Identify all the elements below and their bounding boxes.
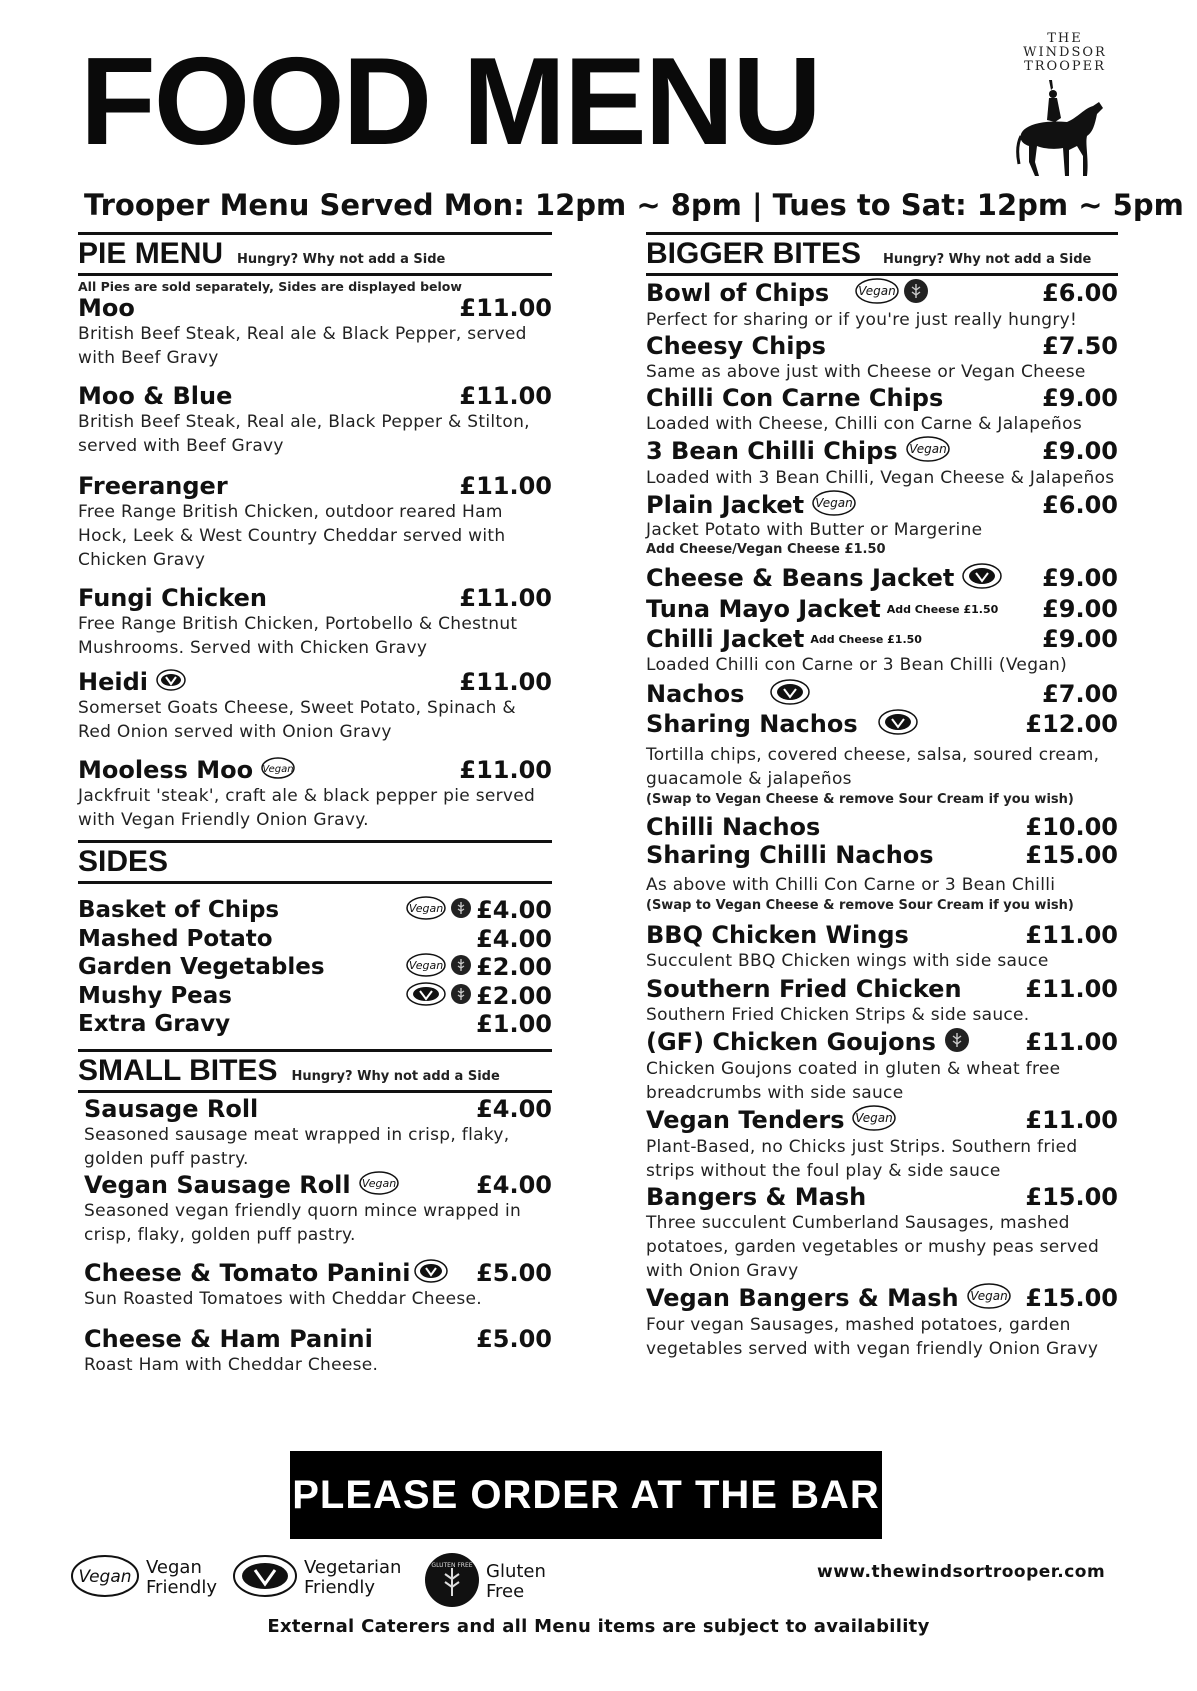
item-description: Succulent BBQ Chicken wings with side sauce <box>646 951 1049 971</box>
item-description: Seasoned vegan friendly quorn mince wrapped in crisp, flaky, golden puff pastry. <box>84 1200 522 1245</box>
vegan-badge-icon <box>906 436 950 466</box>
vegan-badge-icon <box>406 896 446 924</box>
side-price: £4.00 <box>476 896 552 925</box>
sides-title: SIDES <box>78 845 169 878</box>
legend-vegan-line1: Vegan <box>146 1557 202 1578</box>
legend-gluten-line2: Free <box>486 1581 525 1602</box>
legend-gluten-line1: Gluten <box>486 1561 546 1582</box>
vegan-badge-icon <box>406 953 446 981</box>
item-description: Roast Ham with Cheddar Cheese. <box>84 1354 379 1375</box>
item-name: Mooless Moo <box>78 756 254 784</box>
small-bites-title: SMALL BITES <box>78 1053 278 1087</box>
menu-item <box>646 1105 1118 1183</box>
item-name: Sausage Roll <box>84 1094 259 1123</box>
legend-vegetarian-line1: Vegetarian <box>304 1557 402 1578</box>
item-name: 3 Bean Chilli Chips <box>646 437 898 465</box>
item-price: £9.00 <box>1042 384 1118 412</box>
logo-line-1: THE <box>1047 31 1083 46</box>
item-addon: (Swap to Vegan Cheese & remove Sour Cream if you wish) <box>646 792 1074 807</box>
legend-vegan-line2: Friendly <box>146 1577 218 1598</box>
item-description: Southern Fried Chicken Strips & side sauce. <box>646 1005 1030 1025</box>
vegetarian-badge-icon <box>770 679 810 709</box>
side-price: £1.00 <box>476 1010 552 1039</box>
menu-item <box>646 921 1118 973</box>
right-column <box>646 232 1118 1361</box>
menu-item <box>646 384 1118 436</box>
svg-text:Vegan: Vegan <box>815 496 853 510</box>
menu-item <box>78 756 552 832</box>
menu-item <box>78 584 552 660</box>
item-name: Cheesy Chips <box>646 332 826 360</box>
legend-gluten-free <box>424 1552 546 1612</box>
availability-footer: External Caterers and all Menu items are subject to availability <box>267 1616 930 1637</box>
svg-text:Vegan: Vegan <box>855 1111 894 1125</box>
legend-vegetarian <box>232 1552 401 1604</box>
item-description: As above with Chilli Con Carne or 3 Bean Chilli <box>646 875 1056 895</box>
item-name: Moo & Blue <box>78 382 233 410</box>
pie-menu-header <box>78 232 552 276</box>
item-description: Chicken Goujons coated in gluten & wheat free breadcrumbs with side sauce <box>646 1059 1061 1103</box>
vegan-badge-icon <box>70 1552 140 1604</box>
menu-item <box>646 1283 1118 1361</box>
menu-item <box>84 1171 552 1247</box>
menu-item <box>84 1325 552 1377</box>
item-description: British Beef Steak, Real ale & Black Pepper, served with Beef Gravy <box>78 324 527 368</box>
item-price: £11.00 <box>1025 1106 1118 1134</box>
item-name: Heidi <box>78 668 148 696</box>
svg-text:Vegan: Vegan <box>262 764 294 775</box>
left-column <box>78 232 552 1377</box>
item-price: £10.00 <box>1025 813 1118 841</box>
legend-vegan <box>70 1552 217 1604</box>
item-name: Vegan Bangers & Mash <box>646 1284 959 1312</box>
item-description: Seasoned sausage meat wrapped in crisp, flaky, golden puff pastry. <box>84 1124 510 1169</box>
item-price: £6.00 <box>1042 491 1118 519</box>
item-price: £4.00 <box>476 1170 552 1199</box>
menu-item <box>78 668 552 744</box>
vegan-badge-icon <box>359 1171 399 1199</box>
vegan-badge-icon <box>855 278 899 308</box>
item-name: Chilli Nachos <box>646 813 821 841</box>
vegetarian-badge-icon <box>414 1259 448 1287</box>
menu-item <box>646 332 1118 384</box>
side-name: Extra Gravy <box>78 1011 231 1038</box>
small-bites-hint: Hungry? Why not add a Side <box>291 1068 500 1084</box>
gluten-free-badge-icon <box>450 897 472 923</box>
item-price: £5.00 <box>476 1324 552 1353</box>
item-price: £15.00 <box>1025 1183 1118 1211</box>
item-description: Free Range British Chicken, Portobello & Chestnut Mushrooms. Served with Chicken Gravy <box>78 614 518 658</box>
item-name: BBQ Chicken Wings <box>646 921 909 949</box>
gluten-free-badge-icon <box>424 1552 480 1612</box>
bigger-bites-title: BIGGER BITES <box>646 237 862 270</box>
logo-line-2: WINDSOR <box>1023 45 1107 60</box>
gluten-free-badge-icon <box>944 1027 970 1057</box>
sides-list <box>78 896 552 1039</box>
page-title: FOOD MENU <box>80 33 820 171</box>
side-price: £2.00 <box>476 953 552 982</box>
svg-text:Vegan: Vegan <box>408 959 444 973</box>
side-item <box>78 896 552 925</box>
item-price: £9.00 <box>1042 595 1118 623</box>
menu-item <box>646 841 1118 915</box>
item-description: Plant-Based, no Chicks just Strips. Southern fried strips without the foul play & side sauce <box>646 1137 1078 1181</box>
item-description: Somerset Goats Cheese, Sweet Potato, Spinach & Red Onion served with Onion Gravy <box>78 698 516 742</box>
item-price: £9.00 <box>1042 625 1118 653</box>
item-description: Jacket Potato with Butter or Margerine <box>646 520 983 540</box>
item-description: Jackfruit 'steak', craft ale & black pepper pie served with Vegan Friendly Onion Gravy. <box>78 786 536 830</box>
item-addon: (Swap to Vegan Cheese & remove Sour Cream if you wish) <box>646 898 1074 913</box>
item-price: £11.00 <box>459 756 552 784</box>
menu-item <box>646 813 1118 841</box>
item-price: £6.00 <box>1042 279 1118 307</box>
vegan-badge-icon <box>852 1105 896 1135</box>
item-price: £9.00 <box>1042 437 1118 465</box>
horse-rider-icon <box>1015 78 1115 184</box>
item-name: Cheese & Tomato Panini <box>84 1258 411 1287</box>
vegetarian-badge-icon <box>156 668 186 696</box>
item-description: Sun Roasted Tomatoes with Cheddar Cheese. <box>84 1288 482 1309</box>
gluten-free-badge-icon <box>450 983 472 1009</box>
item-price: £11.00 <box>1025 975 1118 1003</box>
item-price: £11.00 <box>459 382 552 410</box>
item-name: Chilli Con Carne Chips <box>646 384 944 412</box>
item-price: £7.00 <box>1042 680 1118 708</box>
item-name: Cheese & Ham Panini <box>84 1324 373 1353</box>
menu-item <box>78 382 552 458</box>
item-name: Vegan Sausage Roll <box>84 1170 351 1199</box>
svg-text:GLUTEN FREE: GLUTEN FREE <box>431 1562 473 1569</box>
item-addon: Add Cheese £1.50 <box>886 602 999 616</box>
item-name: Freeranger <box>78 472 228 500</box>
menu-item <box>646 679 1118 709</box>
item-name: Nachos <box>646 680 745 708</box>
menu-item <box>646 563 1118 593</box>
bigger-bites-header <box>646 232 1118 276</box>
side-item <box>78 953 552 982</box>
item-name: Moo <box>78 294 135 322</box>
item-name: Bangers & Mash <box>646 1183 867 1211</box>
item-price: £11.00 <box>459 472 552 500</box>
small-bites-header <box>78 1049 552 1093</box>
item-price: £11.00 <box>459 584 552 612</box>
side-item <box>78 925 552 954</box>
side-price: £2.00 <box>476 981 552 1010</box>
item-description: Loaded with Cheese, Chilli con Carne & Jalapeños <box>646 414 1082 434</box>
item-price: £9.00 <box>1042 564 1118 592</box>
side-name: Mushy Peas <box>78 982 232 1009</box>
legend-vegetarian-line2: Friendly <box>304 1577 376 1598</box>
item-name: Plain Jacket <box>646 491 805 519</box>
item-price: £12.00 <box>1025 710 1118 738</box>
vegetarian-badge-icon <box>232 1552 298 1604</box>
item-description: Free Range British Chicken, outdoor reared Ham Hock, Leek & West Country Cheddar served with Chicken Gravy <box>78 502 506 570</box>
item-description: Tortilla chips, covered cheese, salsa, soured cream, guacamole & jalapeños <box>646 745 1100 789</box>
menu-item <box>646 490 1118 559</box>
side-item <box>78 1010 552 1039</box>
item-description: Same as above just with Cheese or Vegan Cheese <box>646 362 1086 382</box>
item-name: Bowl of Chips <box>646 279 830 307</box>
item-name: Vegan Tenders <box>646 1106 845 1134</box>
pie-menu-note: All Pies are sold separately, Sides are displayed below <box>78 279 462 294</box>
item-name: Sharing Chilli Nachos <box>646 841 934 869</box>
side-price: £4.00 <box>476 924 552 953</box>
menu-item <box>646 975 1118 1027</box>
bigger-bites-hint: Hungry? Why not add a Side <box>883 252 1092 267</box>
logo <box>1005 32 1125 182</box>
website-link[interactable]: www.thewindsortrooper.com <box>817 1562 1106 1582</box>
side-name: Basket of Chips <box>78 897 280 924</box>
item-name: Southern Fried Chicken <box>646 975 962 1003</box>
sides-header <box>78 840 552 884</box>
side-name: Garden Vegetables <box>78 954 325 981</box>
item-price: £15.00 <box>1025 841 1118 869</box>
pie-menu-hint: Hungry? Why not add a Side <box>237 252 446 267</box>
item-price: £4.00 <box>476 1094 552 1123</box>
item-price: £15.00 <box>1025 1284 1118 1312</box>
vegan-badge-icon <box>967 1283 1011 1313</box>
menu-item <box>78 294 552 370</box>
svg-text:Vegan: Vegan <box>361 1176 396 1190</box>
logo-line-3: TROOPER <box>1024 59 1106 74</box>
item-description: British Beef Steak, Real ale, Black Pepper & Stilton, served with Beef Gravy <box>78 412 530 456</box>
item-name: Cheese & Beans Jacket <box>646 564 955 592</box>
item-description: Loaded Chilli con Carne or 3 Bean Chilli (Vegan) <box>646 655 1068 675</box>
svg-text:Vegan: Vegan <box>858 284 896 298</box>
item-name: Tuna Mayo Jacket <box>646 595 881 623</box>
item-description: Three succulent Cumberland Sausages, mashed potatoes, garden vegetables or mushy peas served with Onion Gravy <box>646 1213 1100 1281</box>
svg-text:Vegan: Vegan <box>969 1289 1008 1303</box>
side-item <box>78 982 552 1011</box>
item-addon: Add Cheese £1.50 <box>810 632 922 646</box>
vegetarian-badge-icon <box>962 563 1002 593</box>
gluten-free-badge-icon <box>450 954 472 980</box>
menu-item <box>646 1027 1118 1105</box>
svg-text:Vegan: Vegan <box>908 442 947 456</box>
item-price: £5.00 <box>476 1258 552 1287</box>
item-price: £11.00 <box>459 294 552 322</box>
vegetarian-badge-icon <box>406 982 446 1010</box>
menu-item <box>646 709 1118 809</box>
svg-text:Vegan: Vegan <box>408 902 444 916</box>
item-price: £11.00 <box>459 668 552 696</box>
menu-item <box>646 625 1118 677</box>
item-addon: Add Cheese/Vegan Cheese £1.50 <box>646 542 886 557</box>
vegetarian-badge-icon <box>878 709 918 739</box>
item-description: Perfect for sharing or if you're just really hungry! <box>646 310 1078 330</box>
item-price: £11.00 <box>1025 921 1118 949</box>
pie-menu-title: PIE MENU <box>78 237 224 270</box>
gluten-free-badge-icon <box>903 278 929 308</box>
item-name: Fungi Chicken <box>78 584 267 612</box>
menu-item <box>78 472 552 572</box>
side-name: Mashed Potato <box>78 925 273 952</box>
svg-text:Vegan: Vegan <box>78 1567 132 1587</box>
item-name: Chilli Jacket <box>646 625 805 653</box>
service-hours: Trooper Menu Served Mon: 12pm ~ 8pm | Tues to Sat: 12pm ~ 5pm <box>84 188 1184 222</box>
item-price: £11.00 <box>1025 1028 1118 1056</box>
item-price: £7.50 <box>1042 332 1118 360</box>
menu-item <box>84 1095 552 1171</box>
item-description: Loaded with 3 Bean Chilli, Vegan Cheese & Jalapeños <box>646 468 1115 488</box>
item-name: (GF) Chicken Goujons <box>646 1028 936 1056</box>
menu-item <box>646 278 1118 332</box>
menu-item <box>646 436 1118 490</box>
menu-item <box>84 1259 552 1311</box>
item-name: Sharing Nachos <box>646 710 858 738</box>
vegan-badge-icon <box>261 757 295 783</box>
order-at-bar-banner: PLEASE ORDER AT THE BAR <box>290 1451 882 1539</box>
menu-item <box>646 1183 1118 1283</box>
menu-item <box>646 595 1118 623</box>
item-description: Four vegan Sausages, mashed potatoes, garden vegetables served with vegan friendly Onion Gravy <box>646 1315 1099 1359</box>
vegan-badge-icon <box>812 490 856 520</box>
